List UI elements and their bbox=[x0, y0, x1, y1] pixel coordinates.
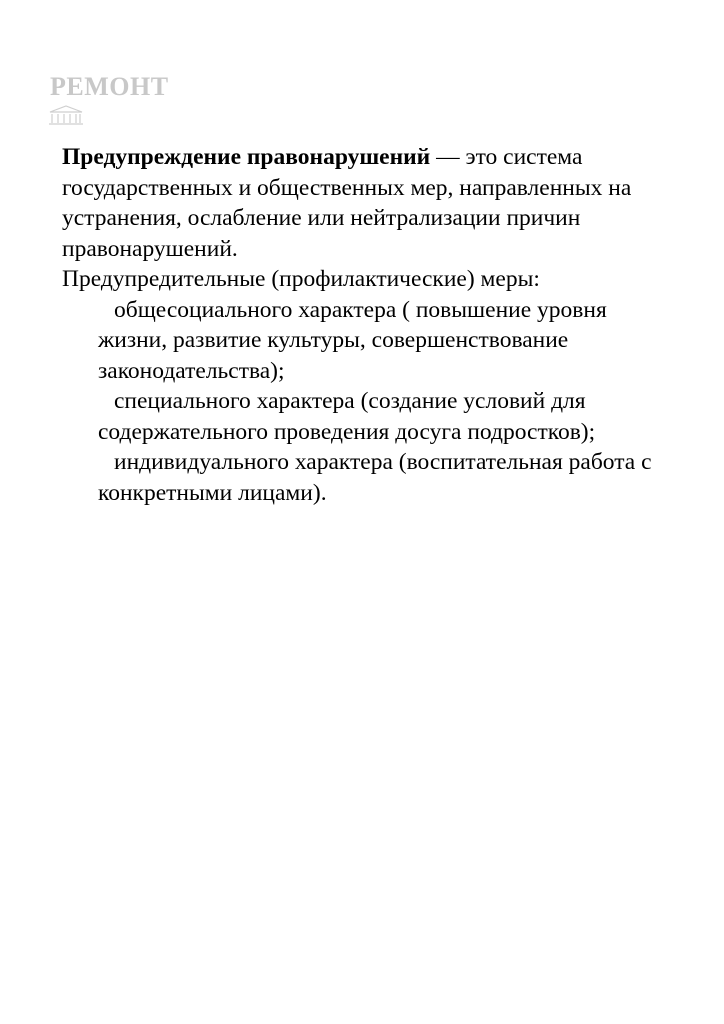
list-item bbox=[62, 386, 662, 447]
list-item bbox=[62, 295, 662, 387]
watermark-text: РЕМОНТ bbox=[50, 72, 169, 101]
definition-paragraph bbox=[62, 142, 662, 264]
measures-list bbox=[62, 295, 662, 509]
list-item-text: специального характера (создание условий для содержательного проведения досуга подростков); bbox=[98, 388, 596, 445]
measures-heading: Предупредительные (профилактические) меры: bbox=[62, 266, 540, 292]
list-item-text: индивидуального характера (воспитательная работа с конкретными лицами). bbox=[98, 449, 652, 506]
building-icon bbox=[46, 104, 86, 126]
definition-term: Предупреждение правонарушений bbox=[62, 144, 431, 170]
definition-text: — это система государственных и общественных мер, направленных на устранения, ослабление или нейтрализации причин правонарушений. bbox=[62, 144, 632, 262]
list-item bbox=[62, 447, 662, 508]
document-body bbox=[62, 142, 662, 508]
list-item-text: общесоциального характера ( повышение уровня жизни, развитие культуры, совершенствование законодательства); bbox=[98, 296, 607, 384]
